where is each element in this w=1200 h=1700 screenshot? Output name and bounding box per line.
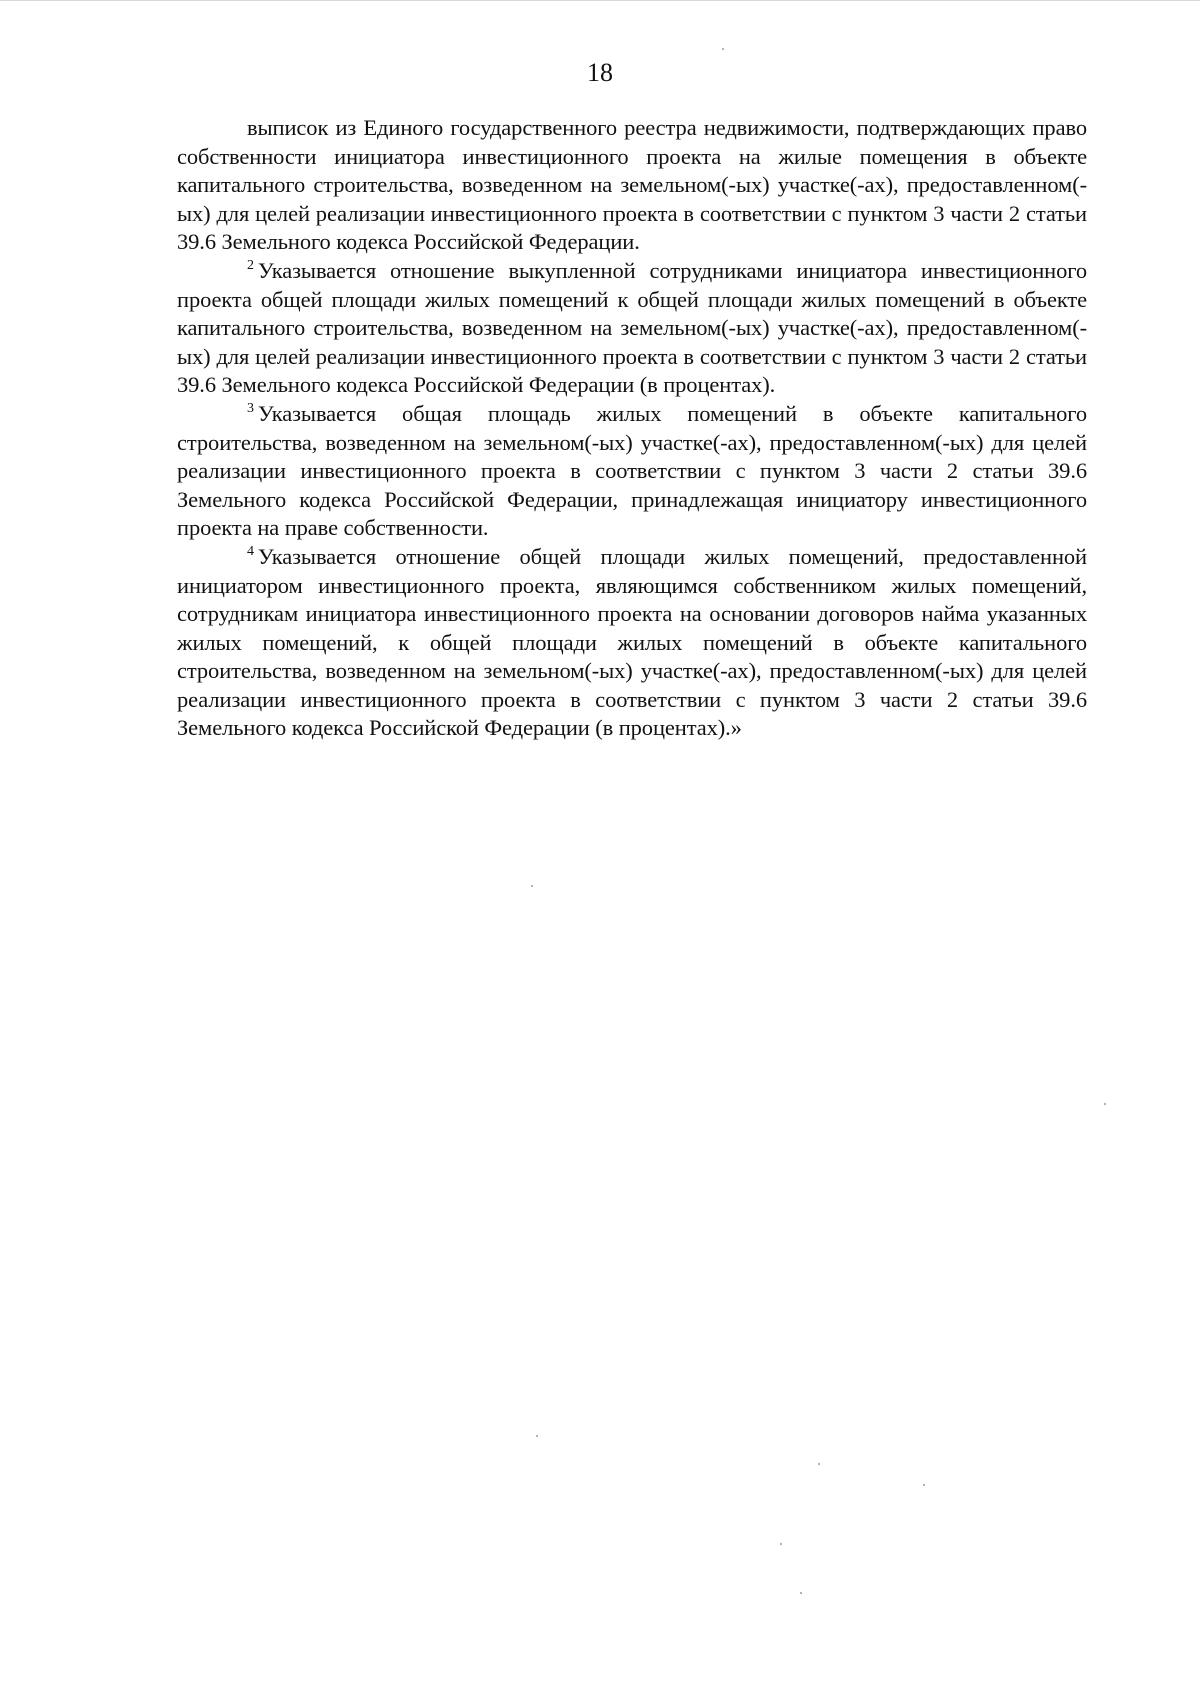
- page-number: 18: [587, 58, 613, 87]
- footnote-2: [177, 257, 1087, 400]
- scan-speck: [818, 1463, 820, 1465]
- scan-speck: [780, 1543, 782, 1545]
- document-body: [177, 114, 1087, 743]
- footnote-3: [177, 400, 1087, 543]
- scan-top-edge: [0, 0, 1200, 1]
- footnote-text: Указывается отношение выкупленной сотрудниками инициатора инвестиционного проекта общей площади жилых помещений к общей площади жилых помещений в объекте капитального строительства, возведенном на земельном(-ых) участке(-ах), предоставленном(-ых) для целей реализации инвестиционного проекта в соответствии с пунктом 3 части 2 статьи 39.6 Земельного кодекса Российской Федерации (в процентах).: [177, 257, 1087, 398]
- scan-speck: [923, 1484, 925, 1486]
- footnote-marker: 2: [247, 258, 254, 274]
- footnote-text: Указывается отношение общей площади жилых помещений, предоставленной инициатором инвестиционного проекта, являющимся собственником жилых помещений, сотрудникам инициатора инвестиционного проекта на основании договоров найма указанных жилых помещений, к общей площади жилых помещений в объекте капитального строительства, возведенном на земельном(-ых) участке(-ах), предоставленном(-ых) для целей реализации инвестиционного проекта в соответствии с пунктом 3 части 2 статьи 39.6 Земельного кодекса Российской Федерации (в процентах).»: [177, 543, 1087, 741]
- scan-speck: [800, 1592, 802, 1594]
- scan-speck: [531, 885, 533, 887]
- footnote-marker: 4: [247, 544, 254, 560]
- scan-speck: [536, 1435, 538, 1437]
- scan-speck: [722, 48, 724, 50]
- footnote-text: Указывается общая площадь жилых помещений в объекте капитального строительства, возведенном на земельном(-ых) участке(-ах), предоставленном(-ых) для целей реализации инвестиционного проекта в соответствии с пунктом 3 части 2 статьи 39.6 Земельного кодекса Российской Федерации, принадлежащая инициатору инвестиционного проекта на праве собственности.: [177, 400, 1087, 541]
- paragraph-continuation: [177, 114, 1087, 257]
- scan-speck: [1104, 1103, 1106, 1105]
- footnote-marker: 3: [247, 401, 254, 417]
- footnote-4: [177, 543, 1087, 743]
- paragraph-text: выписок из Единого государственного реестра недвижимости, подтверждающих право собственности инициатора инвестиционного проекта на жилые помещения в объекте капитального строительства, возведенном на земельном(-ых) участке(-ах), предоставленном(-ых) для целей реализации инвестиционного проекта в соответствии с пунктом 3 части 2 статьи 39.6 Земельного кодекса Российской Федерации.: [177, 115, 1087, 255]
